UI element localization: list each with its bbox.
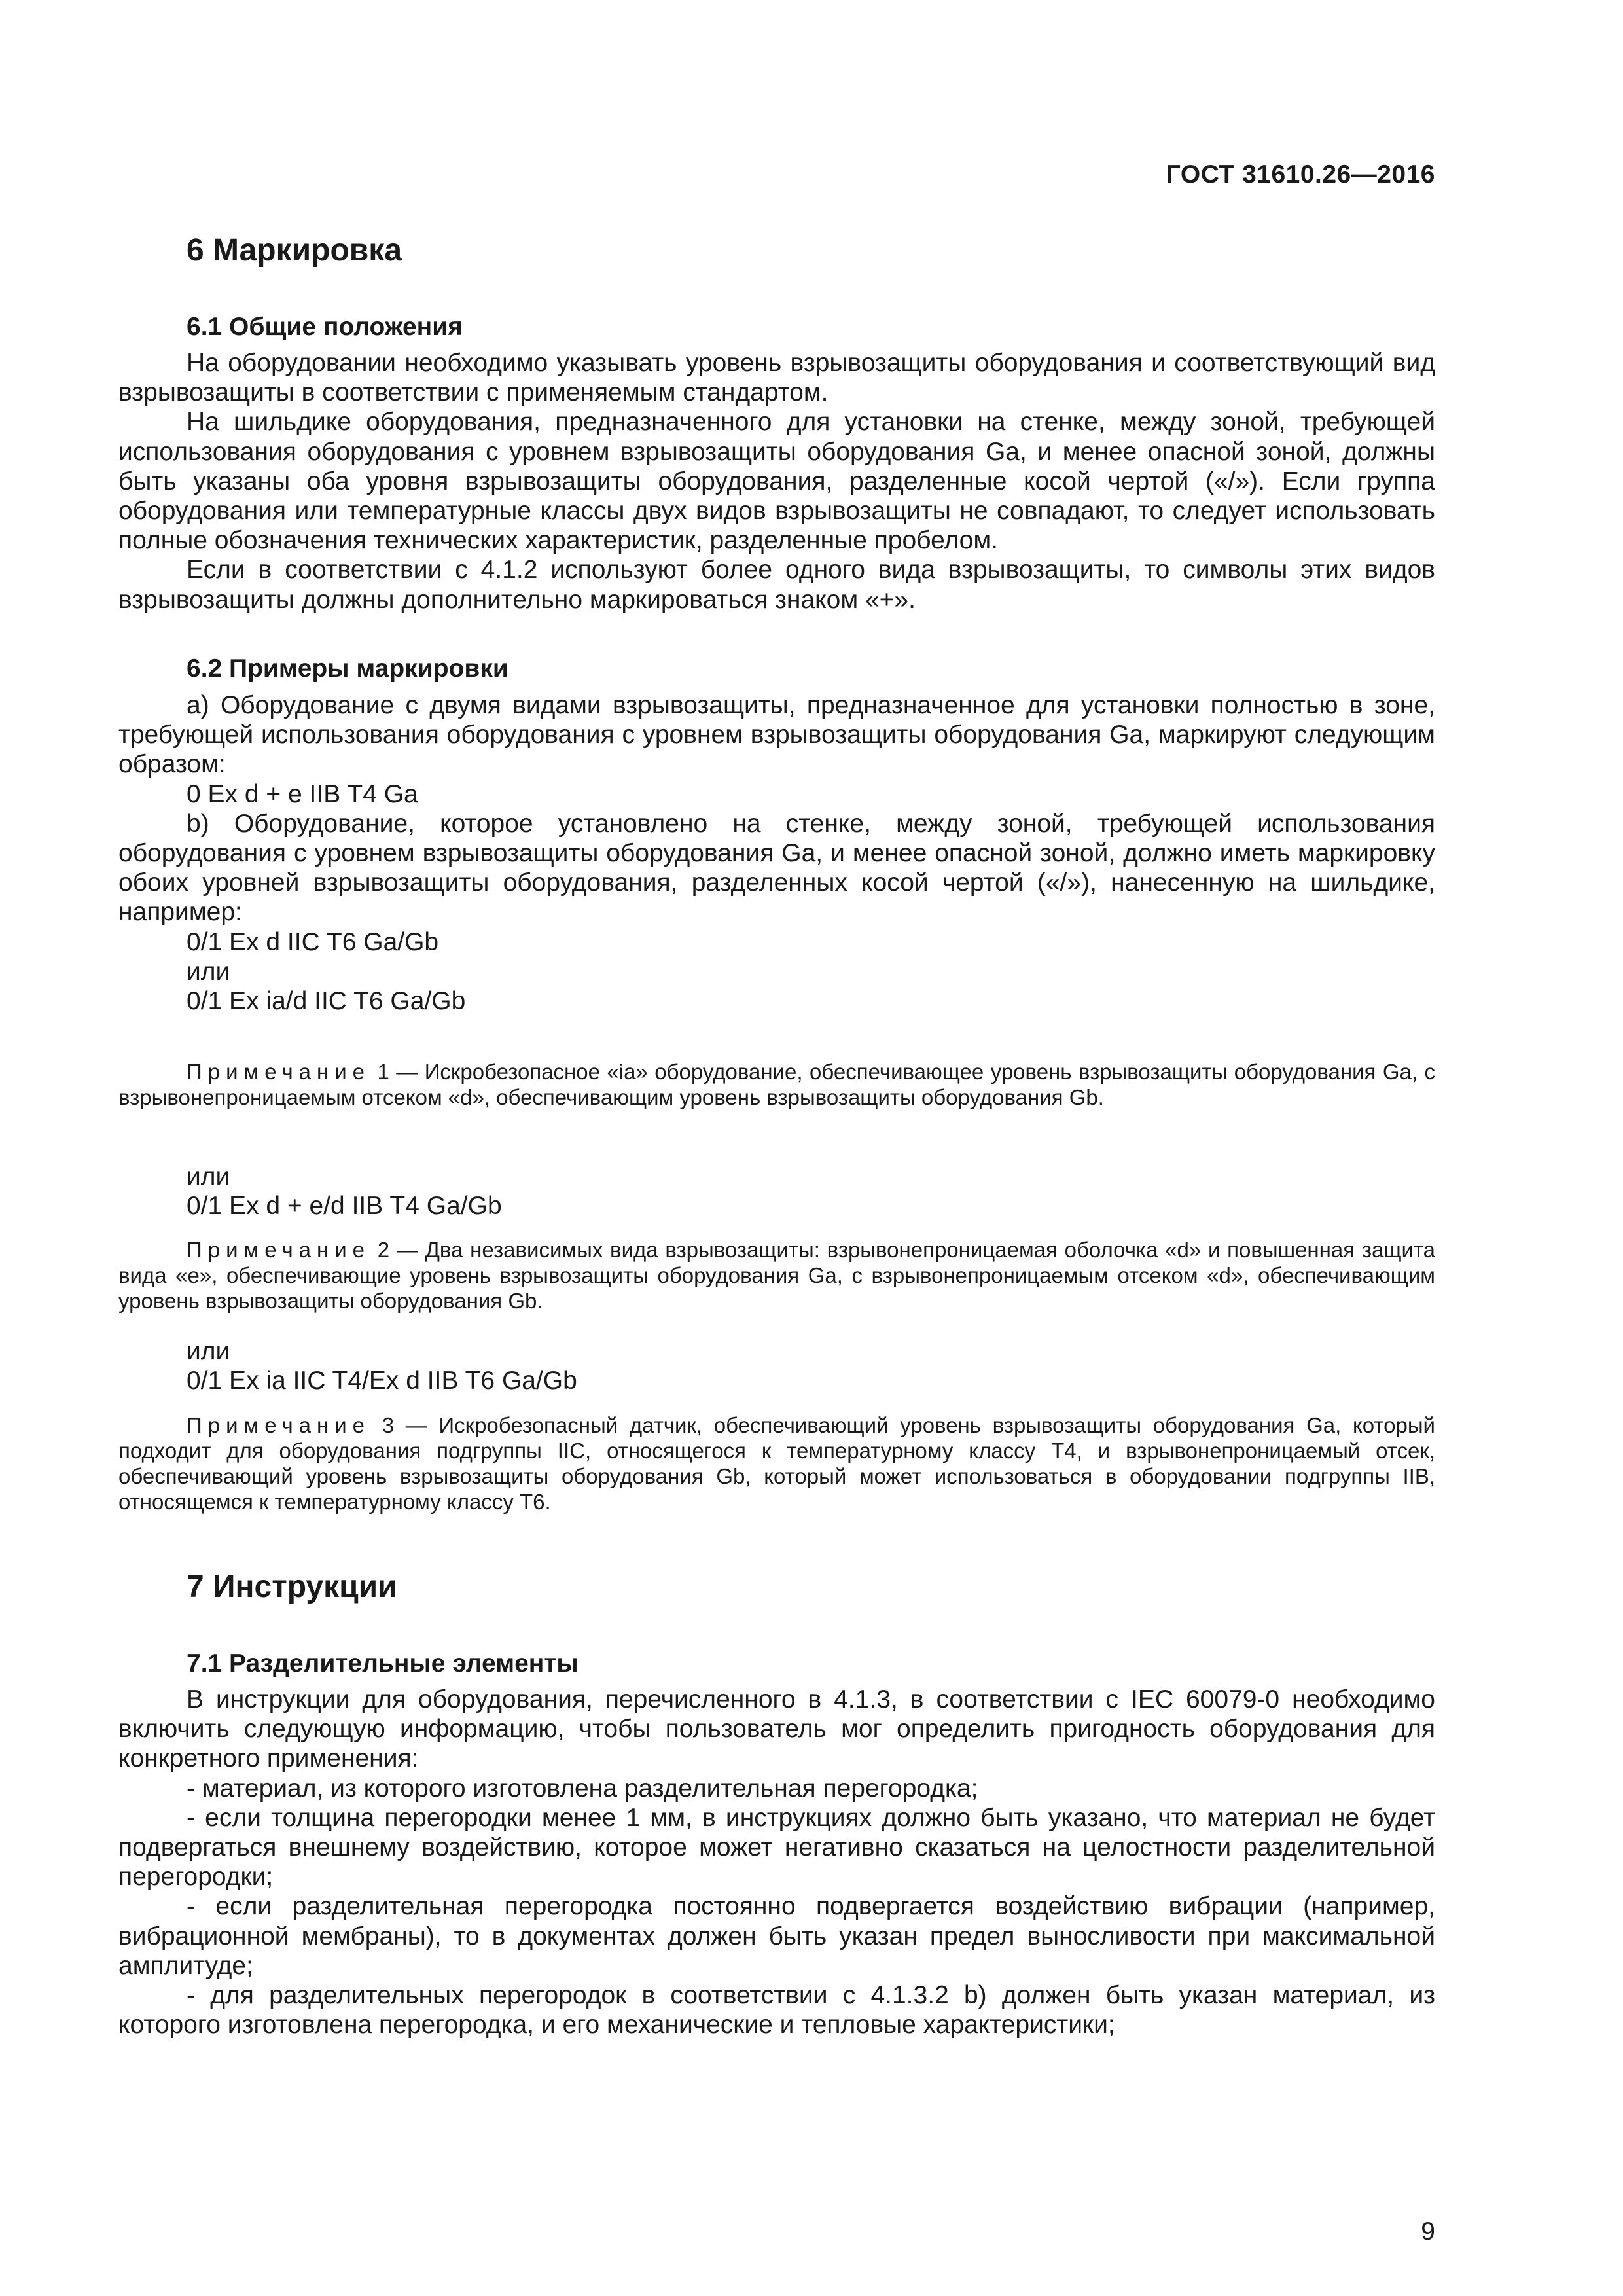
marking-code: 0 Ex d + e IIB T4 Ga	[187, 780, 418, 808]
subsection-6-1-body	[118, 348, 1435, 615]
marking-code: 0/1 Ex d IIC T6 Ga/Gb	[187, 927, 439, 956]
paragraph: Если в соответствии с 4.1.2 используют более одного вида взрывозащиты, то символы этих видов взрывозащиты должны дополнительно маркироваться знаком «+».	[118, 556, 1435, 614]
note-text: 1 — Искробезопасное «ia» оборудование, обеспечивающее уровень взрывозащиты оборудования Ga, с взрывонепроницаемым отсеком «d», обеспечивающим уровень взрывозащиты оборудования Gb.	[118, 1060, 1435, 1109]
standard-code: ГОСТ 31610.26—2016	[1166, 160, 1435, 188]
note-label: Примечание	[187, 1238, 371, 1262]
list-item: - материал, из которого изготовлена разделительная перегородка;	[187, 1774, 978, 1803]
paragraph: b) Оборудование, которое установлено на стенке, между зоной, требующей использования оборудования с уровнем взрывозащиты оборудования Ga, и менее опасной зоной, должно иметь маркировку обоих уровней взрывозащиты оборудования, разделенных косой чертой («/»), нанесенную на шильдике, например:	[118, 809, 1435, 927]
note-label: Примечание	[187, 1060, 371, 1084]
example-code-4	[118, 1336, 1435, 1395]
example-code-3	[118, 1162, 1435, 1221]
subsection-7-1-body	[118, 1685, 1435, 2039]
or-label: или	[187, 1162, 230, 1191]
paragraph: На оборудовании необходимо указывать уровень взрывозащиты оборудования и соответствующий вид взрывозащиты в соответствии с применяемым стандартом.	[118, 349, 1435, 407]
document-page	[118, 0, 1435, 2296]
list-item: - если разделительная перегородка постоянно подвергается воздействию вибрации (например, вибрационной мембраны), то в документах должен быть указан предел выносливости при максимальной амплитуде;	[118, 1892, 1435, 1980]
note-2	[118, 1237, 1435, 1314]
list-item: - если толщина перегородки менее 1 мм, в инструкциях должно быть указано, что материал не будет подвергаться внешнему воздействию, которое может негативно сказаться на целостности разделительной перегородки;	[118, 1803, 1435, 1892]
section-6-title: 6 Маркировка	[187, 233, 402, 268]
marking-code: 0/1 Ex d + e/d IIB T4 Ga/Gb	[187, 1192, 502, 1221]
paragraph: На шильдике оборудования, предназначенного для установки на стенке, между зоной, требующей использования оборудования с уровнем взрывозащиты оборудования Ga, и менее опасной зоной, должны быть указаны оба уровня взрывозащиты оборудования, разделенные косой чертой («/»). Если группа оборудования или температурные классы двух видов взрывозащиты не совпадают, то следует использовать полные обозначения технических характеристик, разделенные пробелом.	[118, 408, 1435, 555]
page-number: 9	[1421, 2217, 1435, 2246]
example-a	[118, 691, 1435, 1016]
list-item: - для разделительных перегородок в соответствии с 4.1.3.2 b) должен быть указан материал, из которого изготовлена перегородка, и его механические и тепловые характеристики;	[118, 1981, 1435, 2039]
or-label: или	[187, 957, 230, 986]
note-label: Примечание	[187, 1413, 371, 1437]
subsection-6-2-title: 6.2 Примеры маркировки	[187, 655, 508, 683]
note-text: 2 — Два независимых вида взрывозащиты: взрывонепроницаемая оболочка «d» и повышенная защита вида «е», обеспечивающие уровень взрывозащиты оборудования Ga, с взрывонепроницаемым отсеком «d», обеспечивающим уровень взрывозащиты оборудования Gb.	[118, 1238, 1435, 1313]
note-1	[118, 1059, 1435, 1110]
or-label: или	[187, 1337, 230, 1365]
subsection-6-1-title: 6.1 Общие положения	[187, 313, 463, 341]
section-7-title: 7 Инструкции	[187, 1570, 397, 1604]
marking-code: 0/1 Ex ia IIC T4/Ex d IIB T6 Ga/Gb	[187, 1367, 577, 1395]
note-3	[118, 1412, 1435, 1515]
subsection-7-1-title: 7.1 Разделительные элементы	[187, 1649, 579, 1677]
paragraph: а) Оборудование с двумя видами взрывозащиты, предназначенное для установки полностью в зоне, требующей использования оборудования с уровнем взрывозащиты оборудования Ga, маркируют следующим образом:	[118, 691, 1435, 779]
marking-code: 0/1 Ex ia/d IIC T6 Ga/Gb	[187, 987, 466, 1016]
note-text: 3 — Искробезопасный датчик, обеспечивающий уровень взрывозащиты оборудования Ga, который подходит для оборудования подгруппы IIC, относящегося к температурному классу Т4, и взрывонепроницаемый отсек, обеспечивающий уровень взрывозащиты оборудования Gb, который может использоваться в оборудовании подгруппы IIB, относящемся к температурному классу Т6.	[118, 1413, 1435, 1514]
paragraph: В инструкции для оборудования, перечисленного в 4.1.3, в соответствии с IEC 60079-0 необходимо включить следующую информацию, чтобы пользователь мог определить пригодность оборудования для конкретного применения:	[118, 1685, 1435, 1773]
